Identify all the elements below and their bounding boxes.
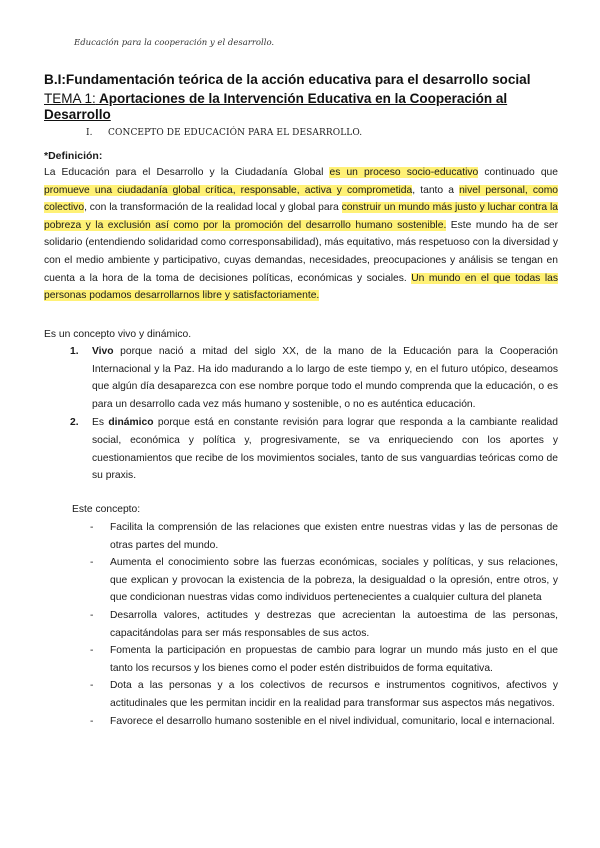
section-numeral: I. [86,128,93,138]
list-item [70,414,558,484]
dash-marker: - [90,557,94,569]
list-item-body [80,414,558,484]
dash-marker: - [90,522,94,533]
definition-text-3: , tanto a [412,184,460,196]
list-number: 1. [70,346,79,357]
list-item-keyword: dinámico [108,417,154,429]
list-item-text: porque nació a mitad del siglo XX, de la mano de la Educación para la Cooperación Internacional y la Paz. Ha ido madurando a lo largo de este tiempo y, en el futuro utópico, deseamos que algún día desaparezca con ese nombre porque todo el mundo comprenda que la educación, o es para un desarrollo cada vez más humano y sostenible, o no es auténtica educación. [92,346,558,410]
concept-intro: Es un concepto vivo y dinámico. [44,329,192,340]
definition-label: *Definición: [44,150,103,162]
definition-highlight-5: Un mundo en el que todas las personas podamos desarrollarnos libre y satisfactoriamente. [44,272,558,302]
definition-highlight-2: promueve una ciudadanía global crítica, responsable, activa y comprometida [44,184,413,196]
list-item [70,343,558,413]
bullet-item [90,519,558,554]
bullet-item [90,677,558,712]
definition-highlight-4: construir un mundo más justo y luchar contra la pobreza y la exclusión así como por la promoción del desarrollo humano sostenible. [44,202,558,231]
bullet-text: Aumenta el conocimiento sobre las fuerzas económicas, sociales y políticas, y sus relaciones, que explican y provocan la existencia de la pobreza, la desigualdad o la opresión, entre otros, y que condicionan nuestras vidas como individuos pertenecientes a cualquier cultura del planeta [110,557,558,604]
bullet-item [90,554,558,607]
running-header: Educación para la cooperación y el desarrollo. [74,38,275,48]
definition-paragraph [44,164,558,305]
definition-highlight-1: es un proceso socio-educativo [329,167,479,178]
bullet-item [90,713,558,731]
concept-numbered-list [70,343,558,485]
bullet-text: Facilita la comprensión de las relaciones que existen entre nuestras vidas y las de personas de otras partes del mundo. [110,522,558,551]
block-title: B.I:Fundamentación teórica de la acción educativa para el desarrollo social [44,72,531,87]
dash-marker: - [90,645,94,657]
dash-marker: - [90,680,94,692]
concept-bullet-list [90,519,558,730]
bullet-item [90,642,558,677]
definition-text-2: continuado que [478,167,559,178]
definition-text-4: , con la transformación de la realidad local y global para [84,202,342,214]
este-concepto-label: Este concepto: [72,504,141,515]
bullet-text: Fomenta la participación en propuestas de cambio para lograr un mundo más justo en el que tanto los recursos y los bienes como el poder estén distribuidos de forma equitativa. [110,645,558,674]
list-item-text: porque está en constante revisión para lograr que responda a la cambiante realidad social, económica y política y, progresivamente, se va enriqueciendo con los aportes y cuestionamientos que recibe de los movimientos sociales, tanto de sus vanguardias teóricas como de su praxis. [92,417,558,482]
list-item-body [80,343,558,413]
bullet-text: Favorece el desarrollo humano sostenible en el nivel individual, comunitario, local e internacional. [110,715,555,727]
tema-title [44,91,558,123]
tema-text: Aportaciones de la Intervención Educativa en la Cooperación al Desarrollo [44,91,508,122]
list-item-keyword: Vivo [92,346,114,357]
tema-prefix: TEMA 1: [44,91,96,106]
dash-marker: - [90,715,94,727]
dash-marker: - [90,609,94,621]
bullet-text: Desarrolla valores, actitudes y destrezas que acrecientan la autoestima de las personas, capacitándolas para ser más responsables de sus actos. [110,609,558,639]
section-heading [86,128,362,138]
definition-highlight-3: nivel personal, como colectivo [44,184,559,214]
section-heading-text: CONCEPTO DE EDUCACIÓN PARA EL DESARROLLO. [108,128,363,138]
bullet-text: Dota a las personas y a los colectivos de recursos e instrumentos cognitivos, afectivos y actitudinales que les permitan incidir en la realidad para transformar sus aspectos más negativos. [110,680,558,709]
list-number: 2. [70,417,79,429]
definition-text-1: La Educación para el Desarrollo y la Ciudadanía Global [44,167,330,178]
list-item-prefix: Es [92,417,109,429]
bullet-item [90,607,558,642]
definition-text-5: Este mundo ha de ser solidario (entendiendo solidaridad como corresponsabilidad), más equitativo, más respetuoso con la diversidad y con el medio ambiente y participativo, cuyas demandas, necesidades, preocupaciones y análisis se tengan en cuenta a la hora de la toma de decisiones políticas, económicas y sociales. [44,219,558,284]
